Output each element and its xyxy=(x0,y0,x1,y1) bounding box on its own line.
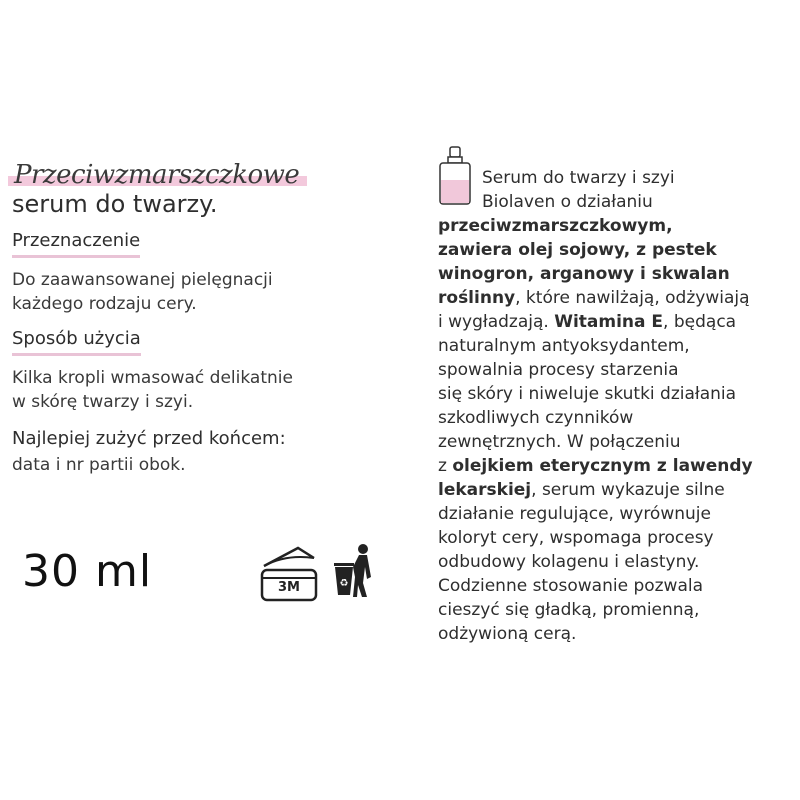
product-title xyxy=(12,160,301,190)
desc-line xyxy=(438,262,798,286)
desc-line: cieszyć się gładką, promienną, xyxy=(438,600,700,620)
section-heading-usage: Sposób użycia xyxy=(12,328,141,356)
description-column xyxy=(438,166,798,646)
title-italic-text: Przeciwzmarszczkowe xyxy=(14,160,300,190)
desc-line xyxy=(438,478,798,502)
desc-line xyxy=(438,310,798,334)
desc-line: odbudowy kolagenu i elastyny. xyxy=(438,552,700,572)
desc-line xyxy=(438,238,798,262)
desc-line xyxy=(438,214,798,238)
svg-text:♻: ♻ xyxy=(339,578,349,589)
best-before-text: data i nr partii obok. xyxy=(12,455,186,475)
desc-line: Serum do twarzy i szyi xyxy=(482,168,675,188)
desc-line: koloryt cery, wspomaga procesy xyxy=(438,528,714,548)
section-text-purpose xyxy=(12,268,412,316)
desc-bold: winogron, arganowy i skwalan xyxy=(438,264,730,284)
desc-bold: Witamina E xyxy=(554,312,664,332)
desc-bold: lekarskiej xyxy=(438,480,532,500)
desc-text: , które nawilżają, odżywiają xyxy=(515,288,750,308)
desc-line: naturalnym antyoksydantem, xyxy=(438,336,690,356)
desc-bold: olejkiem eterycznym z lawendy xyxy=(452,456,753,476)
desc-line: Codzienne stosowanie pozwala xyxy=(438,576,704,596)
desc-line xyxy=(438,286,798,310)
left-column xyxy=(12,160,412,477)
purpose-line-1: Do zaawansowanej pielęgnacji xyxy=(12,270,273,290)
desc-line: się skóry i niweluje skutki działania xyxy=(438,384,737,404)
desc-bold: zawiera olej sojowy, z pestek xyxy=(438,240,717,260)
desc-line: szkodliwych czynników xyxy=(438,408,634,428)
desc-bold: przeciwzmarszczkowym, xyxy=(438,216,673,236)
desc-line: spowalnia procesy starzenia xyxy=(438,360,679,380)
pao-jar-icon xyxy=(258,544,320,604)
usage-line-2: w skórę twarzy i szyi. xyxy=(12,392,194,412)
product-subtitle: serum do twarzy. xyxy=(12,190,218,218)
pao-label: 3M xyxy=(278,580,300,595)
recycle-bin-icon xyxy=(333,543,377,599)
section-text-usage xyxy=(12,366,412,414)
section-heading-purpose: Przeznaczenie xyxy=(12,230,140,258)
desc-text: , serum wykazuje silne xyxy=(531,480,725,500)
usage-line-1: Kilka kropli wmasować delikatnie xyxy=(12,368,293,388)
desc-line: Biolaven o działaniu xyxy=(482,192,653,212)
desc-text: , będąca xyxy=(663,312,737,332)
desc-line xyxy=(438,454,798,478)
purpose-line-2: każdego rodzaju cery. xyxy=(12,294,197,314)
best-before-heading: Najlepiej zużyć przed końcem: xyxy=(12,428,286,449)
desc-line: odżywioną cerą. xyxy=(438,624,577,644)
desc-line: działanie regulujące, wyrównuje xyxy=(438,504,711,524)
desc-line: zewnętrznych. W połączeniu xyxy=(438,432,681,452)
desc-text: z xyxy=(438,456,453,476)
desc-text: i wygładzają. xyxy=(438,312,555,332)
desc-bold: roślinny xyxy=(438,288,516,308)
volume-label: 30 ml xyxy=(22,546,153,597)
